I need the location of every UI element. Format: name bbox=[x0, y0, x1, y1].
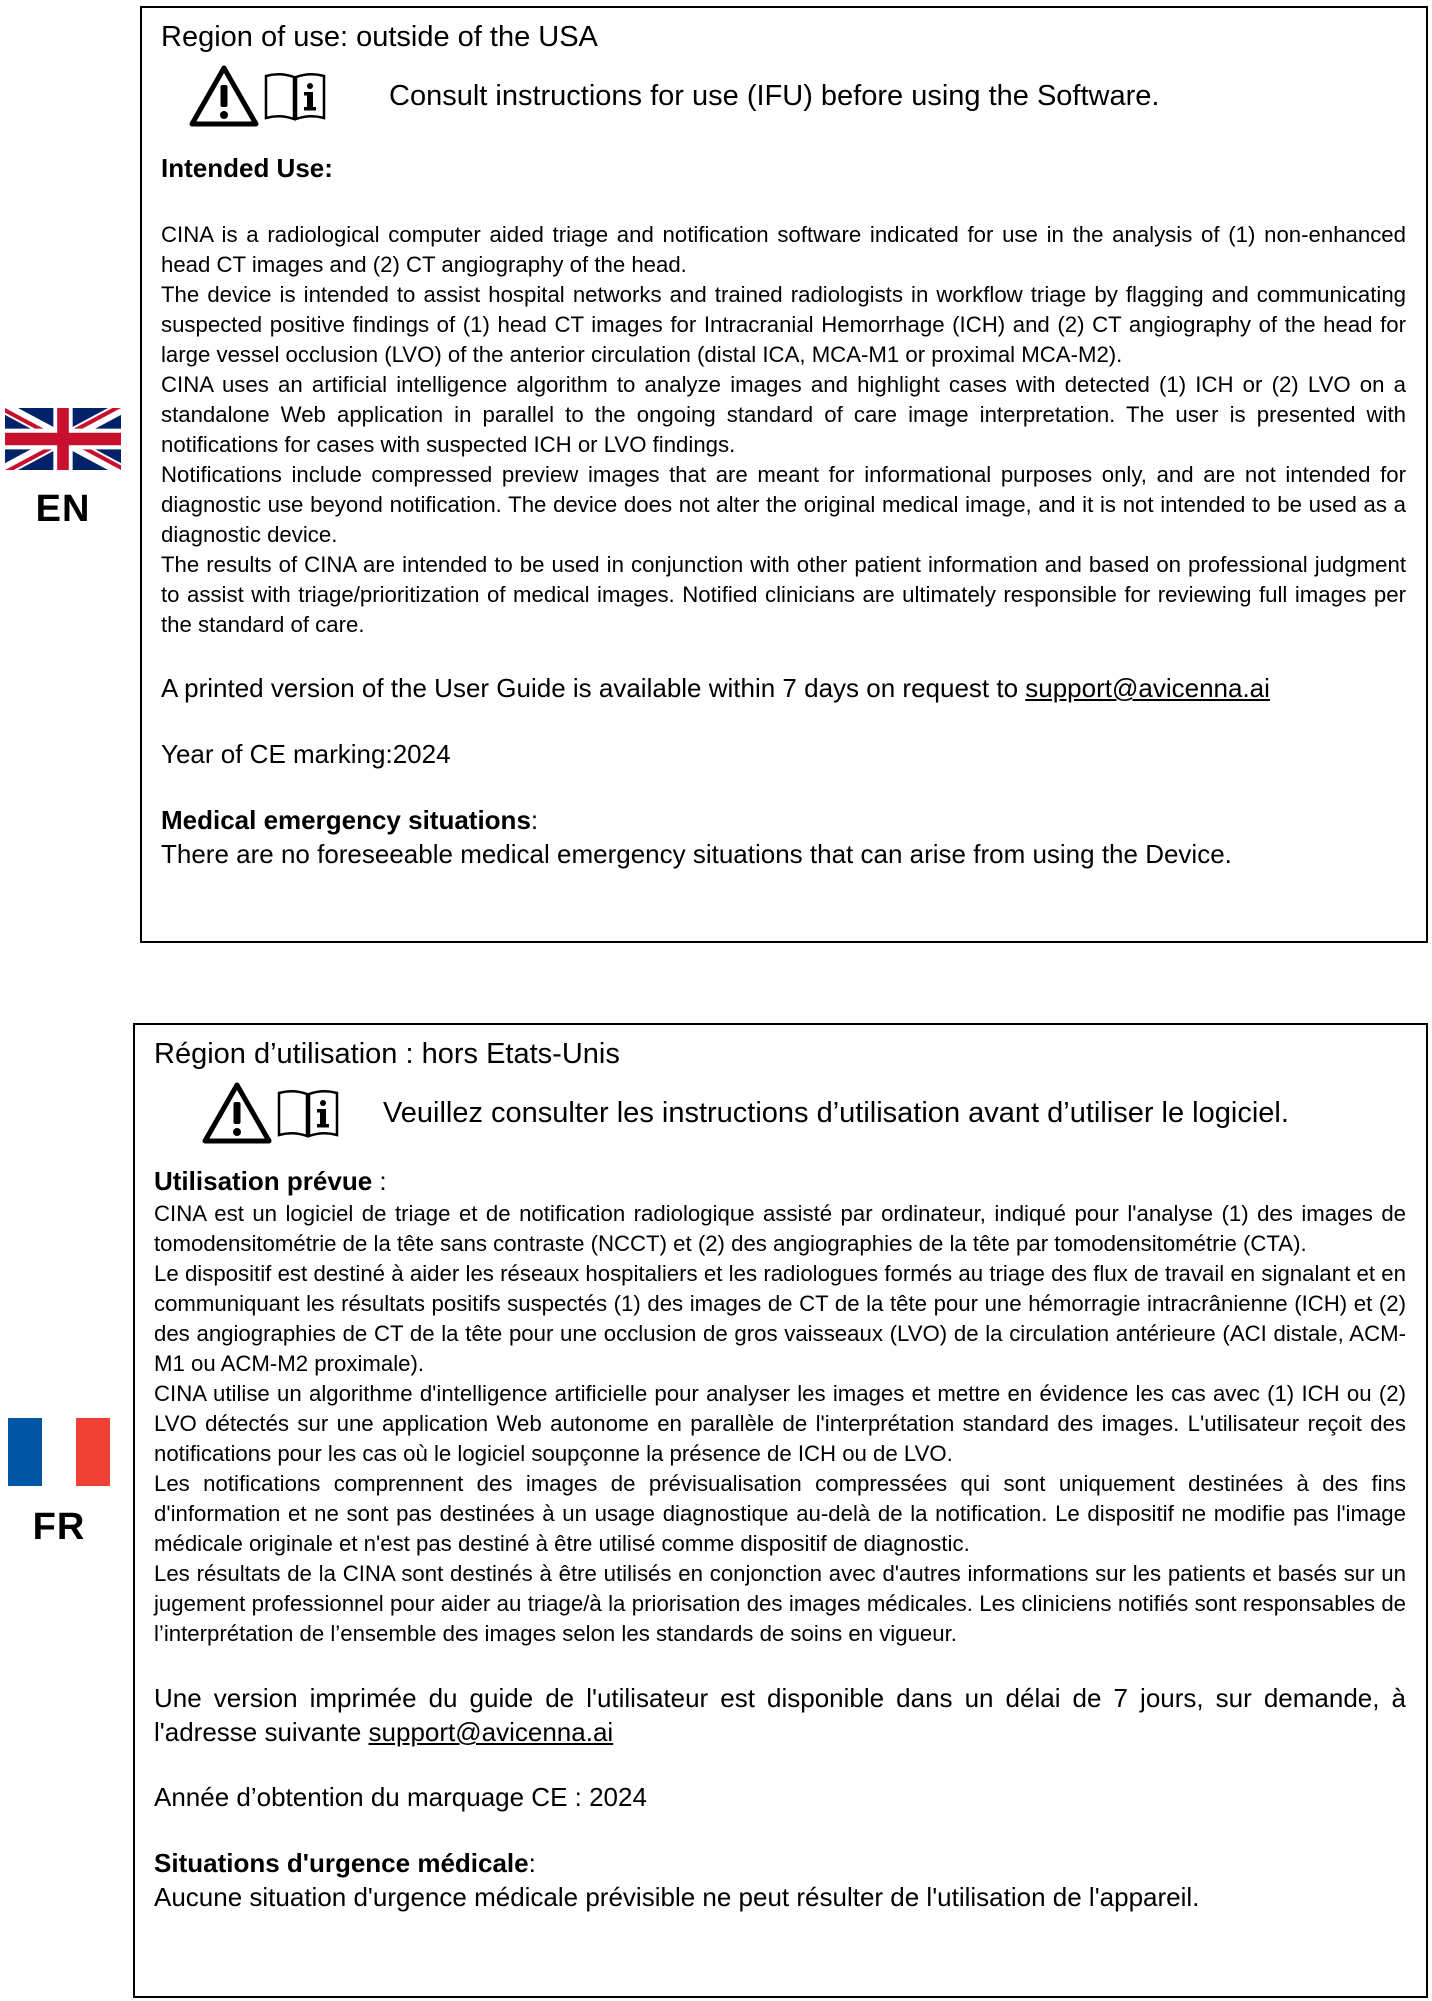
en-language-marker bbox=[5, 408, 121, 531]
emergency-heading bbox=[161, 803, 1406, 837]
consult-ifu-row bbox=[161, 65, 1406, 127]
intended-use-paragraph: Les notifications comprennent des images de prévisualisation compressées qui sont uniquement destinées à des fins d'information et ne sont pas destinées à un usage diagnostique au-delà de la notification. Le dispositif ne modifie pas l'image médicale originale et n'est pas destiné à être utilisé comme dispositif de diagnostic. bbox=[154, 1471, 1406, 1556]
emergency-text: Aucune situation d'urgence médicale prévisible ne peut résulter de l'utilisation de l'appareil. bbox=[154, 1882, 1200, 1912]
emergency-colon: : bbox=[530, 805, 539, 835]
region-of-use: Région d’utilisation : hors Etats-Unis bbox=[154, 1038, 620, 1070]
en-info-panel bbox=[140, 6, 1428, 943]
intended-use-paragraph: The results of CINA are intended to be used in conjunction with other patient information and based on professional judgment to assist with triage/prioritization of medical images. Notified clinicians are ultimately responsible for reviewing full images per the standard of care. bbox=[161, 552, 1406, 637]
intended-use-paragraph: The device is intended to assist hospital networks and trained radiologists in workflow triage by flagging and communicating suspected positive findings of (1) head CT images for Intracranial Hemorrhage (ICH) and (2) CT angiography of the head for large vessel occlusion (LVO) of the anterior circulation (distal ICA, MCA-M1 or proximal MCA-M2). bbox=[161, 282, 1406, 367]
read-instructions-book-icon bbox=[276, 1087, 340, 1139]
france-flag-icon bbox=[8, 1418, 110, 1486]
intended-use-body bbox=[161, 220, 1406, 640]
language-code-en: EN bbox=[35, 488, 91, 530]
intended-use-title: Intended Use: bbox=[161, 153, 333, 183]
consult-ifu-row bbox=[154, 1082, 1406, 1144]
emergency-colon: : bbox=[528, 1848, 536, 1878]
intended-use-paragraph: Les résultats de la CINA sont destinés à être utilisés en conjonction avec d'autres informations sur les patients et basés sur un jugement professionnel pour aider au triage/à la priorisation des images médicales. Les cliniciens notifiés sont responsables de l’interprétation de l’ensemble des images selon les standards de soins en vigueur. bbox=[154, 1561, 1406, 1646]
ce-marking-year: Année d’obtention du marquage CE : 2024 bbox=[154, 1782, 647, 1812]
fr-language-marker bbox=[8, 1418, 110, 1549]
uk-flag-icon bbox=[5, 408, 121, 470]
ce-marking-year: Year of CE marking:2024 bbox=[161, 739, 451, 769]
intended-use-body bbox=[154, 1199, 1406, 1649]
fr-info-panel bbox=[133, 1023, 1428, 1998]
warning-triangle-icon bbox=[189, 65, 259, 127]
emergency-title: Medical emergency situations bbox=[161, 805, 531, 835]
intended-use-paragraph: CINA is a radiological computer aided triage and notification software indicated for use in the analysis of (1) non-enhanced head CT images and (2) CT angiography of the head. bbox=[161, 222, 1406, 277]
printed-guide-notice bbox=[154, 1681, 1406, 1749]
consult-ifu-text: Consult instructions for use (IFU) before using the Software. bbox=[389, 79, 1160, 112]
printed-guide-text: Une version imprimée du guide de l'utilisateur est disponible dans un délai de 7 jours, sur demande, à l'adresse suivante bbox=[154, 1683, 1406, 1747]
intended-use-heading bbox=[154, 1166, 1406, 1197]
read-instructions-book-icon bbox=[263, 70, 327, 122]
intended-use-paragraph: Le dispositif est destiné à aider les réseaux hospitaliers et les radiologues formés au triage des flux de travail en signalant et en communiquant les résultats positifs suspectés (1) des images de CT de la tête pour une hémorragie intracrânienne (ICH) et (2) des angiographies de CT de la tête pour une occlusion de gros vaisseaux (LVO) de la circulation antérieure (ACI distale, ACM-M1 ou ACM-M2 proximale). bbox=[154, 1261, 1406, 1376]
intended-use-paragraph: CINA est un logiciel de triage et de notification radiologique assisté par ordinateur, indiqué pour l'analyse (1) des images de tomodensitométrie de la tête sans contraste (NCCT) et (2) des angiographies de la tête par tomodensitométrie (CTA). bbox=[154, 1201, 1406, 1256]
warning-triangle-icon bbox=[202, 1082, 272, 1144]
region-of-use: Region of use: outside of the USA bbox=[161, 21, 598, 53]
support-email-link[interactable]: support@avicenna.ai bbox=[368, 1717, 614, 1747]
language-code-fr: FR bbox=[32, 1506, 86, 1548]
ifu-icons bbox=[202, 1082, 340, 1144]
support-email-link[interactable]: support@avicenna.ai bbox=[1025, 673, 1270, 703]
intended-use-paragraph: CINA utilise un algorithme d'intelligence artificielle pour analyser les images et mettre en évidence les cas avec (1) ICH ou (2) LVO détectés sur une application Web autonome en parallèle de l'interprétation standard des images. L'utilisateur reçoit des notifications pour les cas où le logiciel soupçonne la présence de ICH ou de LVO. bbox=[154, 1381, 1406, 1466]
ifu-icons bbox=[189, 65, 327, 127]
intended-use-colon: : bbox=[372, 1166, 387, 1196]
emergency-text: There are no foreseeable medical emergency situations that can arise from using the Device. bbox=[161, 839, 1232, 869]
intended-use-title: Utilisation prévue bbox=[154, 1166, 373, 1196]
emergency-title: Situations d'urgence médicale bbox=[154, 1848, 529, 1878]
printed-guide-text: A printed version of the User Guide is available within 7 days on request to bbox=[161, 673, 1026, 703]
printed-guide-notice bbox=[161, 671, 1406, 705]
intended-use-paragraph: Notifications include compressed preview images that are meant for informational purposes only, and are not intended for diagnostic use beyond notification. The device does not alter the original medical image, and it is not intended to be used as a diagnostic device. bbox=[161, 462, 1406, 547]
consult-ifu-text: Veuillez consulter les instructions d’utilisation avant d’utiliser le logiciel. bbox=[383, 1096, 1289, 1129]
emergency-heading bbox=[154, 1846, 1406, 1880]
intended-use-paragraph: CINA uses an artificial intelligence algorithm to analyze images and highlight cases with detected (1) ICH or (2) LVO on a standalone Web application in parallel to the ongoing standard of care image interpretation. The user is presented with notifications for cases with suspected ICH or LVO findings. bbox=[161, 372, 1406, 457]
